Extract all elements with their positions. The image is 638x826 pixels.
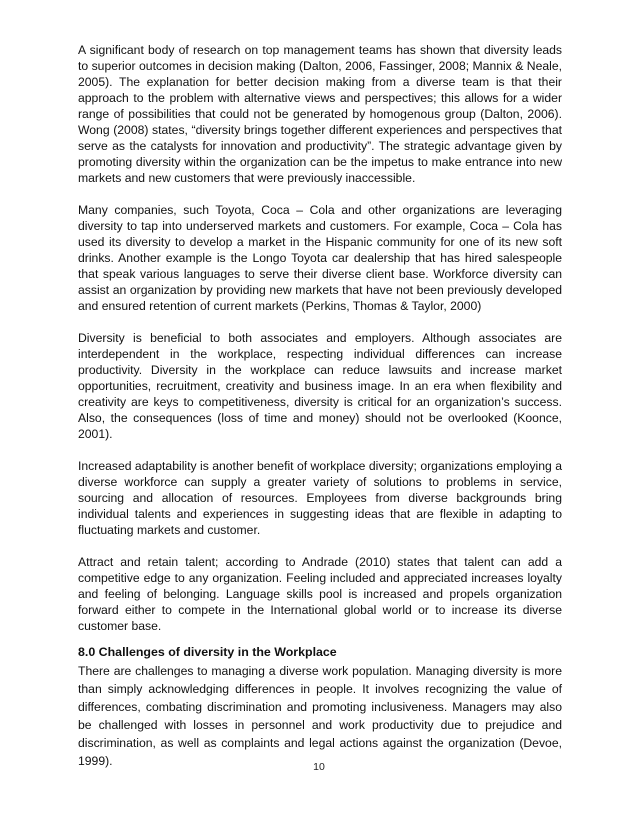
paragraph-attract-talent: Attract and retain talent; according to Andrade (2010) states that talent can add a competitive edge to any organization. Feeling included and appreciated increases loyalty and feeling of belonging. Language skills pool is increased and propels organization forward either to compete in the International global world or to increase its diverse customer base. xyxy=(78,555,562,633)
paragraph-adaptability: Increased adaptability is another benefit of workplace diversity; organizations employing a diverse workforce can supply a greater variety of solutions to problems in service, sourcing and allocation of resources. Employees from diverse backgrounds bring individual talents and experiences in suggesting ideas that are flexible in adapting to fluctuating markets and customer. xyxy=(78,459,562,537)
section-heading: 8.0 Challenges of diversity in the Workplace xyxy=(78,645,337,659)
paragraph-top-management-research: A significant body of research on top management teams has shown that diversity leads to superior outcomes in decision making (Dalton, 2006, Fassinger, 2008; Mannix & Neale, 2005). The explanation for better decision making from a diverse team is that their approach to the problem with alternative views and perspectives; this allows for a wider range of possibilities that could not be generated by homogenous group (Dalton, 2006). Wong (2008) states, “diversity brings together different experiences and perspectives that serve as the catalysts for innovation and productivity”. The strategic advantage given by promoting diversity within the organization can be the impetus to make entrance into new markets and new customers that were previously inaccessible. xyxy=(78,43,562,185)
body-text xyxy=(78,42,562,786)
paragraph-challenges: There are challenges to managing a diverse work population. Managing diversity is more than simply acknowledging differences in people. It involves recognizing the value of differences, combating discrimination and promoting inclusiveness. Managers may also be challenged with losses in personnel and work productivity due to prejudice and discrimination, as well as complaints and legal actions against the organization (Devoe, 1999). xyxy=(78,664,562,768)
paragraph-companies-markets: Many companies, such Toyota, Coca – Cola and other organizations are leveraging diversity to tap into underserved markets and customers. For example, Coca – Cola has used its diversity to develop a market in the Hispanic community for one of its new soft drinks. Another example is the Longo Toyota car dealership that has hired salespeople that speak various languages to serve their diverse client base. Workforce diversity can assist an organization by providing new markets that have not been previously developed and ensured retention of current markets (Perkins, Thomas & Taylor, 2000) xyxy=(78,203,562,313)
page-number: 10 xyxy=(313,761,325,773)
paragraph-benefits-associates: Diversity is beneficial to both associates and employers. Although associates are interdependent in the workplace, respecting individual differences can increase productivity. Diversity in the workplace can reduce lawsuits and increase market opportunities, recruitment, creativity and business image. In an era when flexibility and creativity are keys to competitiveness, diversity is critical for an organization’s success. Also, the consequences (loss of time and money) should not be overlooked (Koonce, 2001). xyxy=(78,331,562,441)
